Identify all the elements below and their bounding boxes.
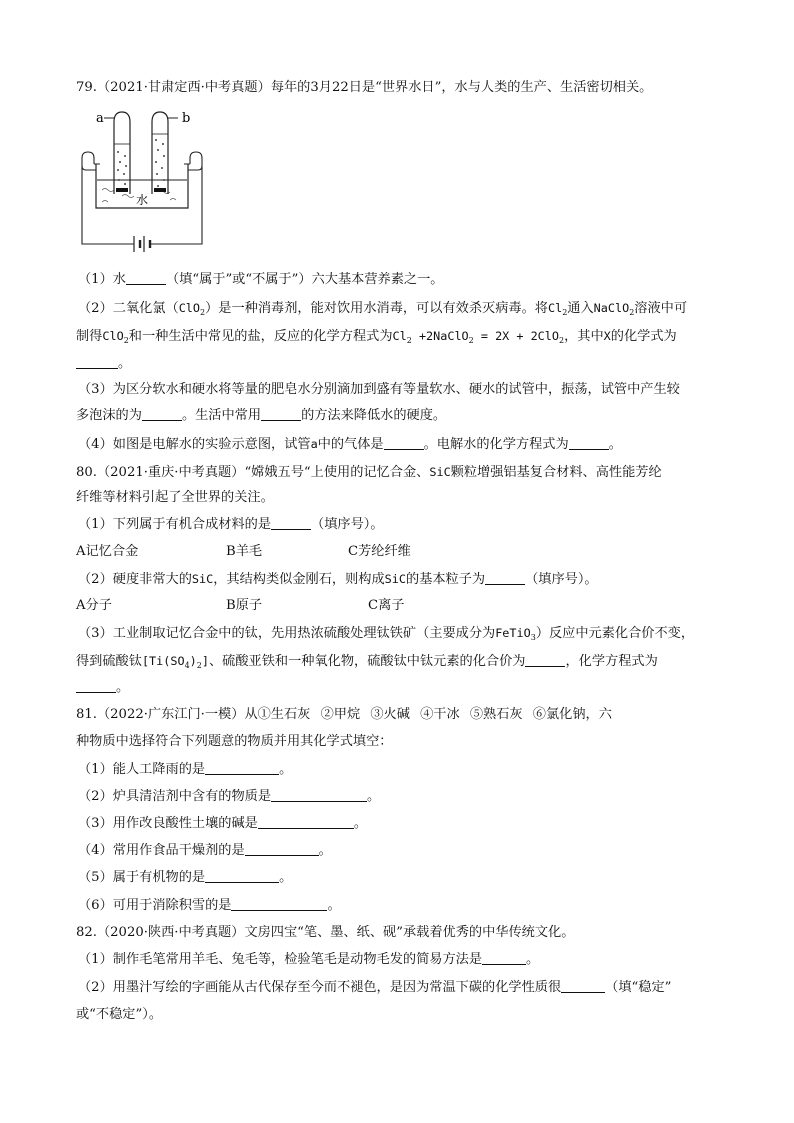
q80-part1-options [76,542,411,562]
q81-stem-line2: 种物质中选择符合下列题意的物质并用其化学式填空： [76,734,393,749]
answer-blank[interactable] [76,354,118,369]
q79-part3-line1: （3）为区分软水和硬水将等量的肥皂水分别滴加到盛有等量软水、硬水的试管中，振荡，试管中产生较 [78,382,680,397]
q82-part2-line1: （2）用墨汁写绘的字画能从古代保存至今而不褪色，是因为常温下碳的化学性质很 （填“稳定” [78,980,672,995]
q79-part2-line3: 。 [76,354,131,374]
q79-part4: （4）如图是电解水的实验示意图，试管a中的气体是 。电解水的化学方程式为 。 [78,437,622,452]
answer-blank[interactable] [482,950,526,965]
q82-part1: （1）制作毛笔常用羊毛、兔毛等，检验笔毛是动物毛发的简易方法是 。 [78,952,540,967]
q79-part2-line1: （2）二氧化氯（ClO$_2$）是一种消毒剂，能对饮用水消毒，可以有效杀灭病毒。将$Cl_2$通入NaClO$_2$溶液中可 [78,301,688,317]
q80-part3-line2: 得到硫酸钛$[Ti(SO_4)_2]$、硫酸亚铁和一种氧化物，硫酸钛中钛元素的化合价为 ，化学方程式为 [76,654,658,670]
q80-header: 80.（2021·重庆·中考真题）“嫦娥五号“上使用的记忆合金、SiC颗粒增强铝基复合材料、高性能芳纶 [76,465,662,480]
tube-a-label: a [96,111,104,126]
q81-item: （4）常用作食品干燥剂的是 。 [78,843,332,858]
q80-part2: （2）硬度非常大的SiC，其结构类似金刚石，则构成SiC的基本粒子为 （填序号）。 [78,572,598,587]
q80-part3-line1: （3）工业制取记忆合金中的钛，先用热浓硫酸处理钛铁矿（主要成分为FeTiO$_3$）反应中元素化合价不变， [78,626,695,642]
q80-part2-options [76,596,404,616]
q79-source: （2021·甘肃定西·中考真题） [96,80,271,95]
answer-blank[interactable] [271,515,311,530]
answer-blank[interactable] [205,868,279,883]
q81-item: （6）可用于消除积雪的是 。 [78,898,341,913]
q79-header [76,78,652,98]
q80-part3-line3: 。 [76,678,129,698]
answer-blank[interactable] [142,406,182,421]
q81-item: （2）炉具清洁剂中含有的物质是 。 [78,789,381,804]
answer-blank[interactable] [231,896,327,911]
answer-blank[interactable] [525,652,565,667]
answer-blank[interactable] [258,814,354,829]
q79-number: 79. [76,80,97,95]
q80-part1: （1）下列属于有机合成材料的是 （填序号）。 [78,517,384,532]
q80-stem-line2: 纤维等材料引起了全世界的关注。 [76,490,274,505]
answer-blank[interactable] [245,841,319,856]
q81-item: （1）能人工降雨的是 。 [78,762,293,777]
option: B原子 [226,598,263,613]
answer-blank[interactable] [261,406,301,421]
q81-header: 81.（2022·广东江门·一模）从①生石灰 ②甲烷 ③火碱 ④干冰 ⑤熟石灰 ⑥氯化钠，六 [76,707,612,722]
q81-item: （5）属于有机物的是 。 [78,870,293,885]
answer-blank[interactable] [561,978,605,993]
option: C芳纶纤维 [348,544,411,559]
option: C离子 [368,598,405,613]
answer-blank[interactable] [271,787,367,802]
answer-blank[interactable] [205,760,279,775]
q82-header: 82.（2020·陕西·中考真题）文房四宝“笔、墨、纸、砚”承载着优秀的中华传统文化。 [76,925,575,940]
option: B羊毛 [226,544,263,559]
answer-blank[interactable] [384,435,424,450]
answer-blank[interactable] [485,570,525,585]
q81-item: （3）用作改良酸性土壤的碱是 。 [78,816,368,831]
water-label: 水 [136,193,149,207]
option: A分子 [76,598,112,613]
q79-stem: 每年的3月22日是“世界水日”，水与人类的生产、生活密切相关。 [270,80,653,95]
answer-blank[interactable] [569,435,609,450]
q79-part2-line2: 制得ClO$_2$和一种生活中常见的盐，反应的化学方程式为$Cl_2$ +2NaClO$_2$ = 2X + 2ClO$_2$，其中X的化学式为 [76,329,677,345]
q79-part3-line2: 多泡沫的为 。生活中常用 的方法来降低水的硬度。 [76,408,447,423]
tube-b-label: b [182,111,191,126]
electrolysis-apparatus-diagram [78,104,218,262]
option: A记忆合金 [76,544,139,559]
answer-blank[interactable] [126,270,166,285]
q79-part1: （1）水 （填“属于”或“不属于”）六大基本营养素之一。 [78,272,444,287]
q82-part2-line2: 或“不稳定”）。 [76,1007,163,1022]
answer-blank[interactable] [76,678,116,693]
